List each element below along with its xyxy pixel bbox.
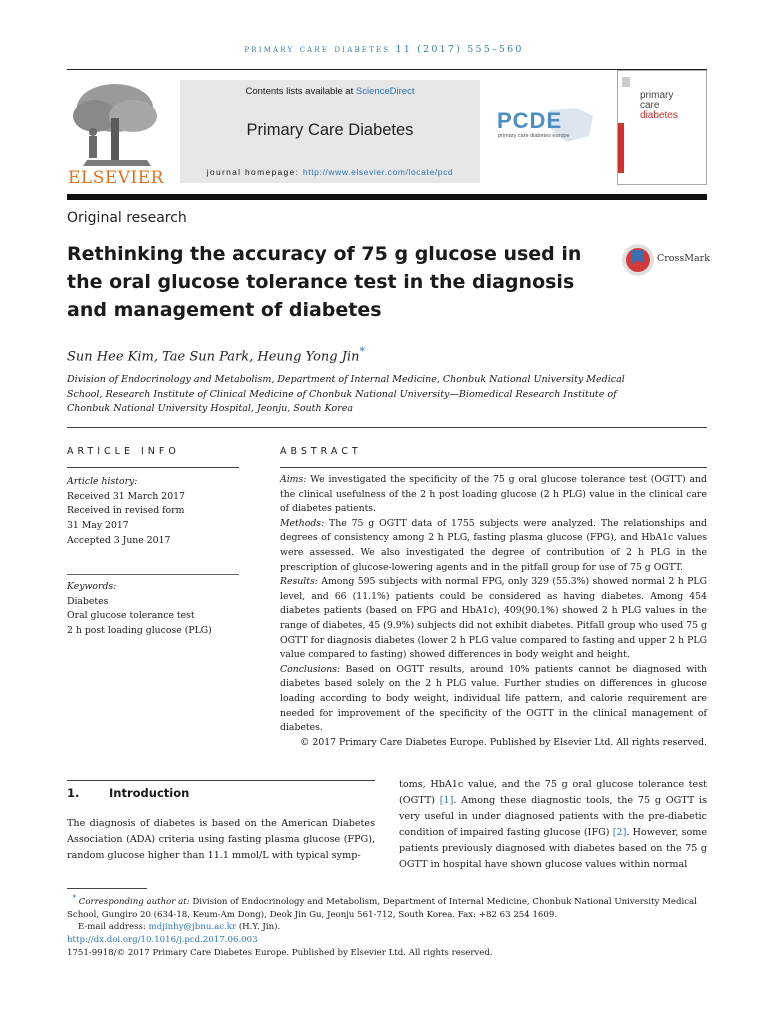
article-title: Rethinking the accuracy of 75 g glucose used in the oral glucose tolerance test in the diagnosis and management of diabetes (67, 243, 582, 321)
elsevier-wordmark: ELSEVIER (68, 168, 164, 188)
keywords-rule (67, 574, 239, 575)
history-label: Article history: (67, 476, 138, 487)
keywords (67, 580, 267, 639)
footnote-rule (67, 888, 147, 889)
cover-line-1: primary (640, 90, 674, 101)
cover-stripe (618, 123, 624, 173)
corresponding-author-note: * Corresponding author at: Division of Endocrinology and Metabolism, Department of Internal Medicine, Chonbuk National University Medical School, Gungiro 20 (634-18, Keum-Am Dong), Deok Jin Gu, Jeonju 561-712, South Korea. Fax: +82 63 254 1609. (67, 893, 697, 920)
pcde-logo (497, 106, 599, 146)
crossmark-icon (620, 242, 656, 278)
contents-line: Contents lists available at ScienceDirect (245, 86, 415, 97)
keyword-item: Oral glucose tolerance test (67, 610, 195, 622)
affiliation: Division of Endocrinology and Metabolism, Department of Internal Medicine, Chonbuk National University Medical School, Research Institute of Clinical Medicine of Chonbuk National University—Biomedical Research Institute of Chonbuk National University Hospital, Jeonju, South Korea (67, 374, 625, 414)
keywords-label: Keywords: (67, 581, 117, 592)
doi-line (67, 934, 707, 947)
abstract-methods: Methods: The 75 g OGTT data of 1755 subjects were analyzed. The relationships and degrees of consistency among 2 h PLG, fasting plasma glucose (FPG), and HbA1c values were assessed. We also investigated the degree of contribution of 2 h PLG in the prescription of glucose-lowering agents and in the pitfall group for use of 75 g OGTT. (280, 517, 707, 573)
email-line: E-mail address: mdjinhy@jbnu.ac.kr (H.Y. Jin). (77, 922, 281, 933)
journal-homepage: journal homepage: http://www.elsevier.com/locate/pcd (206, 167, 454, 177)
corresponding-author-mark[interactable]: * (359, 345, 365, 358)
issn-line: 1751-9918/© 2017 Primary Care Diabetes Europe. Published by Elsevier Ltd. All rights reserved. (67, 948, 493, 959)
abstract-rule (280, 467, 707, 468)
footnote (67, 892, 707, 960)
homepage-link[interactable]: http://www.elsevier.com/locate/pcd (302, 167, 454, 177)
info-rule (67, 427, 707, 428)
article-history (67, 475, 247, 549)
abstract-aims: Aims: We investigated the specificity of the 75 g oral glucose tolerance test (OGTT) and the clinical usefulness of the 2 h post loading glucose (2 h PLG) value in the clinical care of diabetes patients. (280, 474, 707, 515)
journal-cover (617, 70, 707, 185)
running-header: primary care diabetes 11 (2017) 555–560 (244, 44, 524, 55)
email-link[interactable]: mdjinhy@jbnu.ac.kr (148, 922, 237, 933)
history-item: Accepted 3 June 2017 (67, 534, 171, 546)
history-item: Received in revised form (67, 505, 185, 517)
abstract-results: Results: Among 595 subjects with normal FPG, only 329 (55.3%) showed normal 2 h PLG level, and 66 (11.1%) patients could be considered as having diabetes. Among 454 diabetes patients (based on FPG and HbA1c), 409(90.1%) showed 2 h PLG values in the range of diabetes, 45 (9.9%) subjects did not exhibit diabetes. Pitfall group who used 75 g OGTT for diagnosis diabetes (lower 2 h PLG value compared to fasting and upper 2 h PLG value compared to fasting) showed differences in body weight and height. (280, 576, 707, 661)
cover-logo-icon (622, 77, 630, 87)
sciencedirect-link[interactable]: ScienceDirect (355, 86, 415, 97)
intro-paragraph-col2: toms, HbA1c value, and the 75 g oral glucose tolerance test (OGTT) [1]. Among these diagnostic tools, the 75 g OGTT is very useful in under diagnosed patients with the pre-diabetic condition of impaired fasting glucose (IFG) [2]. However, some patients previously diagnosed with diabetes based on the 75 g OGTT in hospital have shown glucose values within normal (399, 779, 707, 870)
abstract-body (280, 473, 707, 750)
abstract-conclusions: Conclusions: Based on OGTT results, around 10% patients cannot be diagnosed with diabetes based solely on the 2 h PLG value. Further studies on differences in glucose loading according to body weight, individual life pattern, and calorie requirement are needed for improvement of the specificity of the OGTT in the clinical management of diabetes. (280, 663, 707, 734)
intro-rule (67, 780, 375, 781)
crossmark-badge[interactable] (620, 240, 710, 280)
cover-line-2: care (640, 100, 660, 111)
intro-paragraph-col1: The diagnosis of diabetes is based on the American Diabetes Association (ADA) criteria using fasting plasma glucose (FPG), random glucose higher than 11.1 mmol/L with typical symp- (67, 818, 375, 861)
doi-link[interactable]: http://dx.doi.org/10.1016/j.pcd.2017.06.003 (67, 935, 258, 946)
journal-title: Primary Care Diabetes (246, 121, 414, 139)
reference-link-1[interactable]: [1] (439, 795, 454, 806)
section-number: 1. (67, 786, 80, 800)
pcde-tagline: primary care diabetes europe (498, 133, 570, 139)
cover-line-3: diabetes (640, 110, 678, 121)
pcde-wordmark: PCDE (497, 108, 563, 133)
history-item: 31 May 2017 (67, 520, 129, 532)
intro-heading (67, 786, 189, 800)
article-type: Original research (67, 210, 187, 226)
author-list: Sun Hee Kim, Tae Sun Park, Heung Yong Jin* (67, 345, 365, 365)
abstract-heading: ABSTRACT (280, 446, 362, 457)
crossmark-label: CrossMark (657, 253, 710, 264)
article-info-rule (67, 467, 239, 468)
history-item: Received 31 March 2017 (67, 490, 185, 502)
keyword-item: Diabetes (67, 595, 109, 607)
header-rule (67, 69, 707, 70)
abstract-copyright: © 2017 Primary Care Diabetes Europe. Published by Elsevier Ltd. All rights reserved. (300, 736, 707, 748)
reference-link-2[interactable]: [2] (612, 827, 627, 838)
section-title: Introduction (109, 786, 190, 800)
article-info-heading: ARTICLE INFO (67, 446, 180, 457)
masthead-rule (67, 194, 707, 200)
keyword-item: 2 h post loading glucose (PLG) (67, 625, 212, 637)
